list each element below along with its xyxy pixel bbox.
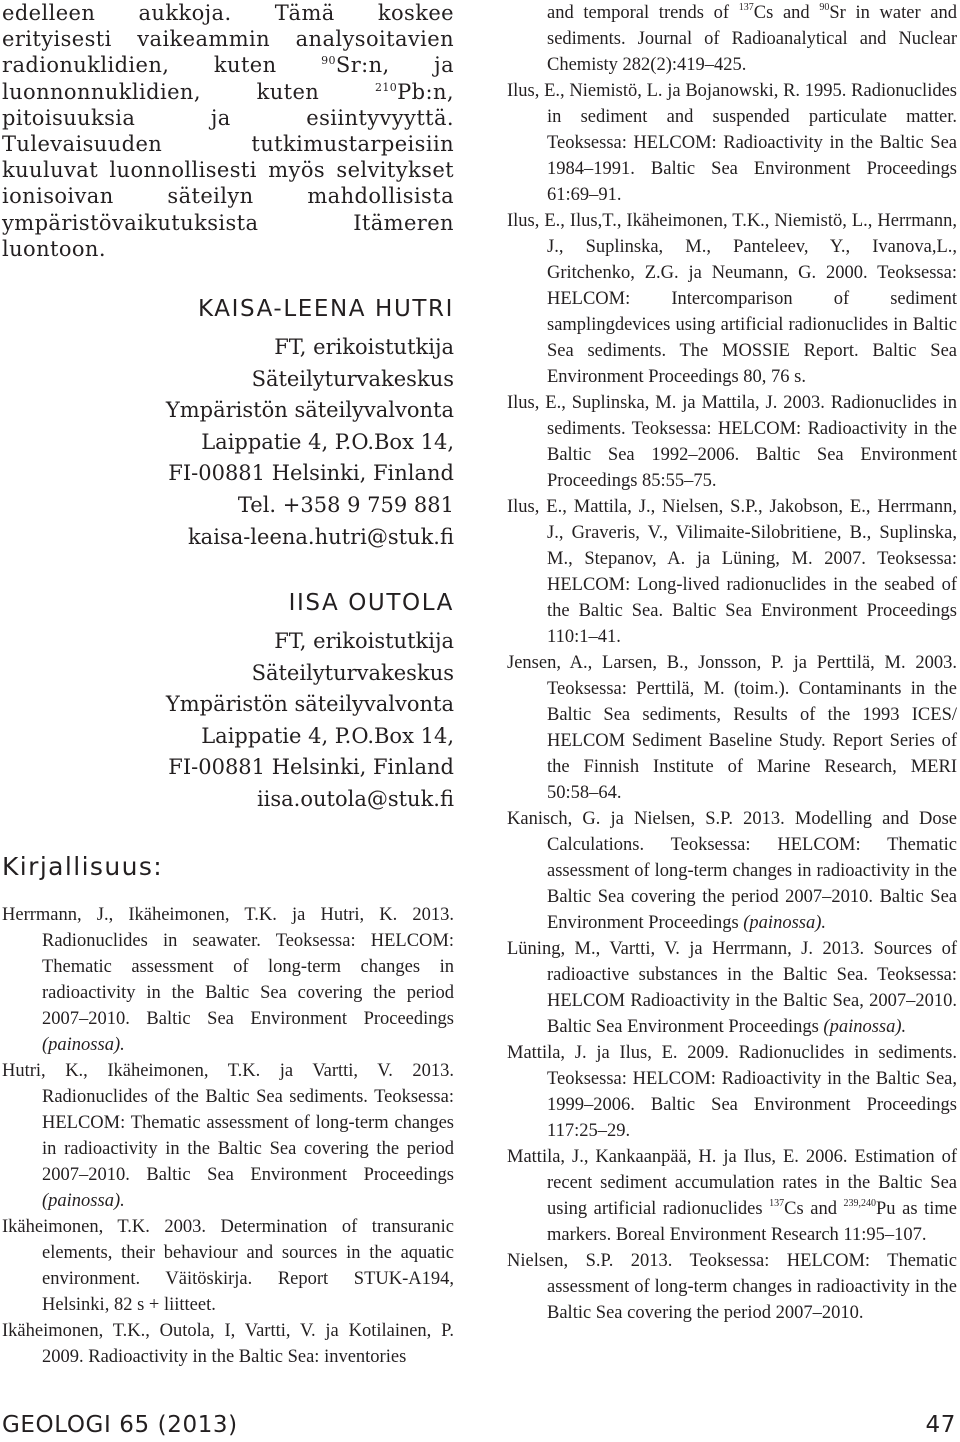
author-email[interactable]: kaisa-leena.hutri@stuk.fi	[187, 524, 454, 549]
footer-page-number: 47	[925, 1412, 956, 1438]
author-city-country: FI-00881 Helsinki, Finland	[168, 461, 454, 486]
author-city-country: FI-00881 Helsinki, Finland	[168, 755, 454, 780]
author-contact-outola	[166, 588, 454, 816]
text-run: Ilus, E., Niemistö, L. ja Bojanowski, R. 1995. Radionuclides in sediment and suspended particulate matter. Teoksessa: HELCOM: Radioactivity in the Baltic Sea 1984–1991. Baltic Sea Environment Proceedings 61:69–91.	[507, 81, 957, 205]
text-run: Cs and	[753, 3, 820, 23]
superscript-isotope-mass: 137	[769, 1198, 785, 1209]
text-run: Herrmann, J., Ikäheimonen, T.K. ja Hutri, K. 2013. Radionuclides in seawater. Teoksessa: HELCOM: Thematic assessment of long-term changes in radioactivity in the Baltic Sea covering the period 2007–2010. Baltic Sea Environment Proceedings	[2, 905, 454, 1029]
reference-status-note: (painossa).	[823, 1017, 907, 1037]
reference-entry	[507, 936, 957, 1040]
reference-entry	[2, 902, 454, 1058]
superscript-isotope-mass: 210	[374, 80, 398, 94]
author-name: IISA OUTOLA	[288, 590, 454, 616]
author-organization: Säteilyturvakeskus	[251, 660, 454, 685]
text-run: Cs and	[784, 1199, 844, 1219]
text-run: Ilus, E., Mattila, J., Nielsen, S.P., Jakobson, E., Herrmann, J., Graveris, V., Vilimaite-Silobritiene, B., Suplinska, M., Stepanov, A. ja Lüning, M. 2007. Teoksessa: HELCOM: Long-lived radionuclides in the seabed of the Baltic Sea. Baltic Sea Environment Proceedings 110:1–41.	[507, 497, 957, 647]
text-run: and temporal trends of	[547, 3, 739, 23]
reference-entry	[2, 1058, 454, 1214]
reference-entry	[507, 1248, 957, 1326]
reference-entry	[507, 806, 957, 936]
text-run: Lüning, M., Vartti, V. ja Herrmann, J. 2013. Sources of radioactive substances in the Baltic Sea. Teoksessa: HELCOM Radioactivity in the Baltic Sea, 2007–2010. Baltic Sea Environment Proceedings	[507, 939, 957, 1037]
author-name: KAISA-LEENA HUTRI	[197, 296, 454, 322]
text-run: Ilus, E., Ilus,T., Ikäheimonen, T.K., Niemistö, L., Herrmann, J., Suplinska, M., Panteleev, Y., Ivanova,L., Gritchenko, Z.G. ja Neumann, G. 2000. Teoksessa: HELCOM: Intercomparison of sediment samplingdevices using artificial radionuclides in Baltic Sea sediments. The MOSSIE Report. Baltic Sea Environment Proceedings 80, 76 s.	[507, 211, 957, 387]
author-department: Ympäristön säteilyvalvonta	[165, 692, 454, 717]
text-run: Nielsen, S.P. 2013. Teoksessa: HELCOM: Thematic assessment of long-term changes in radioactivity in the Baltic Sea covering the period 2007–2010.	[507, 1251, 957, 1323]
text-run: Hutri, K., Ikäheimonen, T.K. ja Vartti, V. 2013. Radionuclides of the Baltic Sea sediments. Teoksessa: HELCOM: Thematic assessment of long-term changes in radioactivity in the Baltic Sea covering the period 2007–2010. Baltic Sea Environment Proceedings	[2, 1061, 454, 1185]
superscript-isotope-mass: 90	[321, 54, 336, 68]
superscript-isotope-mass: 239,240	[843, 1198, 877, 1209]
author-title: FT, erikoistutkija	[274, 335, 454, 359]
author-email[interactable]: iisa.outola@stuk.fi	[256, 786, 454, 811]
author-contact-hutri	[166, 294, 454, 553]
reference-entry-continued	[507, 0, 957, 78]
reference-entry	[507, 78, 957, 208]
body-paragraph	[2, 0, 454, 262]
text-run: Pu as time markers. Boreal Environment Research 11:95–107.	[547, 1199, 957, 1245]
superscript-isotope-mass: 137	[738, 2, 754, 13]
text-run: Kanisch, G. ja Nielsen, S.P. 2013. Modelling and Dose Calculations. Teoksessa: HELCOM: Thematic assessment of long-term changes in radioactivity in the Baltic Sea covering the period 2007–2010. Baltic Sea Environment Proceedings	[507, 809, 957, 933]
references-heading: Kirjallisuus:	[2, 852, 164, 881]
text-run: Sr:n, ja luonnonnuklidien, kuten	[2, 53, 455, 104]
footer-journal-issue: GEOLOGI 65 (2013)	[2, 1412, 238, 1438]
reference-entry	[507, 494, 957, 650]
author-department: Ympäristön säteilyvalvonta	[165, 398, 454, 423]
text-run: Pb:n, pitoisuuksia ja esiintyvyyttä. Tulevaisuuden tutkimustarpeisiin kuuluvat luonnollisesti myös selvitykset ionisoivan säteilyn mahdollisista ympäristövaikutuksista Itämeren luontoon.	[2, 79, 454, 261]
references-list-left	[2, 902, 454, 1370]
superscript-isotope-mass: 90	[819, 2, 830, 13]
reference-entry	[507, 1144, 957, 1248]
author-phone: Tel. +358 9 759 881	[237, 492, 454, 517]
text-run: Mattila, J. ja Ilus, E. 2009. Radionuclides in sediments. Teoksessa: HELCOM: Radioactivity in the Baltic Sea, 1999–2006. Baltic Sea Environment Proceedings 117:25–29.	[507, 1043, 957, 1141]
reference-entry	[507, 1040, 957, 1144]
reference-entry	[507, 208, 957, 390]
text-run: Ikäheimonen, T.K., Outola, I, Vartti, V. ja Kotilainen, P. 2009. Radioactivity in the Baltic Sea: inventories	[2, 1321, 454, 1367]
text-run: Ikäheimonen, T.K. 2003. Determination of transuranic elements, their behaviour and sources in the aquatic environment. Väitöskirja. Report STUK-A194, Helsinki, 82 s + liitteet.	[2, 1217, 454, 1315]
author-title: FT, erikoistutkija	[274, 629, 454, 653]
text-run: Mattila, J., Kankaanpää, H. ja Ilus, E. 2006. Estimation of recent sediment accumulation rates in the Baltic Sea using artificial radionuclides	[507, 1147, 957, 1219]
author-organization: Säteilyturvakeskus	[251, 366, 454, 391]
text-run: Ilus, E., Suplinska, M. ja Mattila, J. 2003. Radionuclides in sediments. Teoksessa: HELCOM: Radioactivity in the Baltic Sea 1992–2006. Baltic Sea Environment Proceedings 85:55–75.	[507, 393, 957, 491]
reference-entry	[507, 650, 957, 806]
text-run: Sr in water and sediments. Journal of Radioanalytical and Nuclear Chemisty 282(2):419–425.	[547, 3, 957, 75]
reference-entry	[2, 1214, 454, 1318]
author-street-address: Laippatie 4, P.O.Box 14,	[201, 429, 454, 454]
text-run: edelleen aukkoja. Tämä koskee erityisesti vaikeammin analysoitavien radionuklidien, kuten	[2, 1, 454, 78]
reference-entry	[2, 1318, 454, 1370]
author-street-address: Laippatie 4, P.O.Box 14,	[201, 723, 454, 748]
reference-entry	[507, 390, 957, 494]
reference-status-note: (painossa).	[743, 913, 827, 933]
references-list-right	[507, 0, 957, 1326]
reference-status-note: (painossa).	[42, 1035, 125, 1055]
left-column	[2, 0, 455, 1367]
reference-status-note: (painossa).	[42, 1191, 125, 1211]
text-run: Jensen, A., Larsen, B., Jonsson, P. ja Perttilä, M. 2003. Teoksessa: Perttilä, M. (toim.). Contaminants in the Baltic Sea sediments, Results of the 1993 ICES/ HELCOM Sediment Baseline Study. Report Series of the Finnish Institute of Marine Research, MERI 50:58–64.	[507, 653, 957, 803]
